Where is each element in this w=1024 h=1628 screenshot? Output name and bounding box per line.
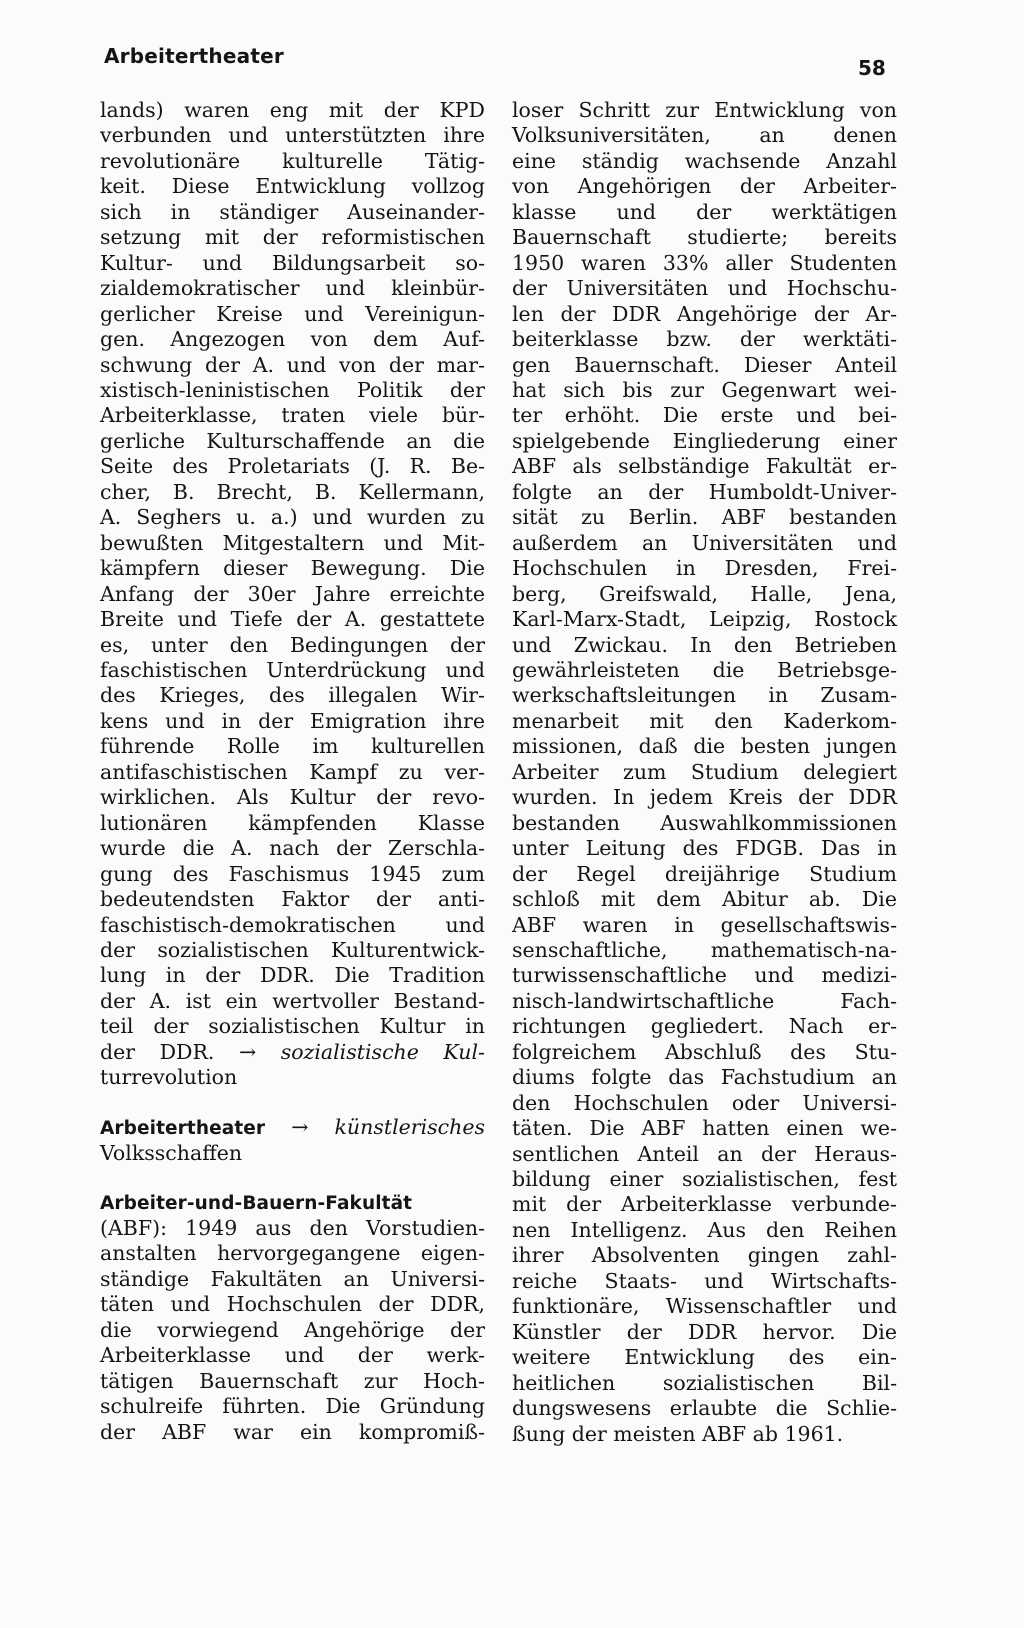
text-line: sentlichen Anteil an der Heraus- (512, 1141, 897, 1166)
text-line: turwissenschaftliche und medizi- (512, 963, 897, 988)
text-line: schwung der A. und von der mar- (100, 352, 485, 377)
text-line: senschaftliche, mathematisch-na- (512, 937, 897, 962)
entry-headword: Arbeitertheater (100, 1117, 266, 1139)
text-line: funktionäre, Wissenschaftler und (512, 1294, 897, 1319)
text-line: lands) waren eng mit der KPD (100, 98, 485, 122)
text-line: ßung der meisten ABF ab 1961. (512, 1421, 844, 1446)
text-line: Karl-Marx-Stadt, Leipzig, Rostock (512, 607, 897, 632)
text-line: kämpfern dieser Bewegung. Die (100, 556, 485, 581)
running-head: Arbeitertheater (104, 44, 284, 68)
text-line: Volksuniversitäten, an denen (512, 123, 897, 148)
text-line: schulreife führten. Die Gründung (100, 1394, 485, 1419)
cross-reference-target: sozialistische Kul- (280, 1039, 485, 1064)
text-line: keit. Diese Entwicklung vollzog (100, 174, 485, 199)
text-line: lung in der DDR. Die Tradition (100, 963, 485, 988)
text-line: spielgebende Eingliederung einer (512, 428, 897, 453)
text-line: berg, Greifswald, Halle, Jena, (512, 581, 897, 606)
text-line: ihrer Absolventen gingen zahl- (512, 1243, 897, 1268)
text-line: werkschaftsleitungen in Zusam- (512, 683, 897, 708)
text-line: der Regel dreijährige Studium (512, 861, 897, 886)
continued-article-text (100, 98, 485, 1040)
continued-entry-abf-text (512, 98, 897, 1447)
text-line: nen Intelligenz. Aus den Reihen (512, 1217, 897, 1242)
text-line: sität zu Berlin. ABF bestanden (512, 505, 897, 530)
text-line: Arbeiterklasse und der werk- (100, 1343, 485, 1368)
text-line: antifaschistischen Kampf zu ver- (100, 759, 485, 784)
right-column (512, 98, 897, 1447)
text-line: (ABF): 1949 aus den Vorstudien- (100, 1216, 485, 1241)
text-line: von Angehörigen der Arbeiter- (512, 174, 897, 199)
text-line: den Hochschulen oder Universi- (512, 1090, 897, 1115)
text-line: bestanden Auswahlkommissionen (512, 810, 897, 835)
text-line: wurde die A. nach der Zerschla- (100, 836, 485, 861)
text-line: loser Schritt zur Entwicklung von (512, 98, 897, 122)
text-line: hat sich bis zur Gegenwart wei- (512, 377, 897, 402)
text-line: unter Leitung des FDGB. Das in (512, 836, 897, 861)
text-line: Arbeiter zum Studium delegiert (512, 759, 897, 784)
text-line: Bauernschaft studierte; bereits (512, 225, 897, 250)
text-line: sich in ständiger Auseinander- (100, 199, 485, 224)
entry-arbeitertheater: Arbeitertheater → künstlerisches (100, 1114, 485, 1139)
text-line: len der DDR Angehörige der Ar- (512, 301, 897, 326)
text-line: beiterklasse bzw. der werktäti- (512, 327, 897, 352)
text-line: gewährleisteten die Betriebsge- (512, 657, 897, 682)
text-line: reiche Staats- und Wirtschafts- (512, 1268, 897, 1293)
text-line: der Universitäten und Hochschu- (512, 276, 897, 301)
text-line: verbunden und unterstützten ihre (100, 123, 485, 148)
text-line: bewußten Mitgestaltern und Mit- (100, 530, 485, 555)
text-line: der ABF war ein kompromiß- (100, 1419, 485, 1444)
text-line: diums folgte das Fachstudium an (512, 1065, 897, 1090)
text-line: Künstler der DDR hervor. Die (512, 1319, 897, 1344)
text-line: gerlicher Kreise und Vereinigun- (100, 301, 485, 326)
text-line: es, unter den Bedingungen der (100, 632, 485, 657)
text-line: mit der Arbeiterklasse verbunde- (512, 1192, 897, 1217)
text-line: Arbeiterklasse, traten viele bür- (100, 403, 485, 428)
text-line: A. Seghers u. a.) und wurden zu (100, 505, 485, 530)
text-line: folgreichem Abschluß des Stu- (512, 1039, 897, 1064)
text-line: führende Rolle im kulturellen (100, 734, 485, 759)
text-line: gerliche Kulturschaffende an die (100, 428, 485, 453)
text-line: klasse und der werktätigen (512, 199, 897, 224)
text-line: folgte an der Humboldt-Univer- (512, 479, 897, 504)
cross-reference-target: künstlerisches (334, 1114, 485, 1139)
text-line: heitlichen sozialistischen Bil- (512, 1370, 897, 1395)
text-line: außerdem an Universitäten und (512, 530, 897, 555)
text-line: ter erhöht. Die erste und bei- (512, 403, 897, 428)
text-line: und Zwickau. In den Betrieben (512, 632, 897, 657)
text-line: 1950 waren 33% aller Studenten (512, 250, 897, 275)
text-line: setzung mit der reformistischen (100, 225, 485, 250)
text-line: kens und in der Emigration ihre (100, 708, 485, 733)
text-line: Breite und Tiefe der A. gestattete (100, 607, 485, 632)
entry-abf-text (100, 1216, 485, 1445)
text-line: ABF als selbständige Fakultät er- (512, 454, 897, 479)
text-line: missionen, daß die besten jungen (512, 734, 897, 759)
text-line: bedeutendsten Faktor der anti- (100, 887, 485, 912)
text-line: zialdemokratischer und kleinbür- (100, 276, 485, 301)
cross-reference-target-end: turrevolution (100, 1065, 238, 1090)
text-line: lutionären kämpfenden Klasse (100, 810, 485, 835)
text-line: ständige Fakultäten an Universi- (100, 1266, 485, 1291)
text-line: ABF waren in gesellschaftswis- (512, 912, 897, 937)
text-line: Anfang der 30er Jahre erreichte (100, 581, 485, 606)
cross-reference-line: der DDR. → sozialistische Kul- (100, 1039, 485, 1064)
text-line: anstalten hervorgegangene eigen- (100, 1241, 485, 1266)
text-line: gen Bauernschaft. Dieser Anteil (512, 352, 897, 377)
text-line: richtungen gegliedert. Nach er- (512, 1014, 897, 1039)
text-line: eine ständig wachsende Anzahl (512, 148, 897, 173)
text-line: die vorwiegend Angehörige der (100, 1317, 485, 1342)
text-line: Kultur- und Bildungsarbeit so- (100, 250, 485, 275)
text-line: wirklichen. Als Kultur der revo- (100, 785, 485, 810)
cross-reference-target-end: Volksschaffen (100, 1141, 243, 1166)
entry-headword: Arbeiter-und-Bauern-Fakultät (100, 1192, 413, 1214)
text-line: revolutionäre kulturelle Tätig- (100, 148, 485, 173)
text-line: xistisch-leninistischen Politik der (100, 377, 485, 402)
text-line: gung des Faschismus 1945 zum (100, 861, 485, 886)
left-column (100, 98, 485, 1445)
text-line: bildung einer sozialistischen, fest (512, 1167, 897, 1192)
text-line: cher, B. Brecht, B. Kellermann, (100, 479, 485, 504)
text-line: dungswesens erlaubte die Schlie- (512, 1396, 897, 1421)
text-line: gen. Angezogen von dem Auf- (100, 327, 485, 352)
text-line: Hochschulen in Dresden, Frei- (512, 556, 897, 581)
text-line: täten und Hochschulen der DDR, (100, 1292, 485, 1317)
text-line: schloß mit dem Abitur ab. Die (512, 887, 897, 912)
text-line: der A. ist ein wertvoller Bestand- (100, 988, 485, 1013)
text-line: der sozialistischen Kulturentwick- (100, 937, 485, 962)
text-line: weitere Entwicklung des ein- (512, 1345, 897, 1370)
text-line: täten. Die ABF hatten einen we- (512, 1116, 897, 1141)
text-line: des Krieges, des illegalen Wir- (100, 683, 485, 708)
text-line: teil der sozialistischen Kultur in (100, 1014, 485, 1039)
text-line: tätigen Bauernschaft zur Hoch- (100, 1368, 485, 1393)
text-line: faschistisch-demokratischen und (100, 912, 485, 937)
text-line: Seite des Proletariats (J. R. Be- (100, 454, 485, 479)
page-number: 58 (858, 56, 886, 80)
text-line: faschistischen Unterdrückung und (100, 657, 485, 682)
text-line: nisch-landwirtschaftliche Fach- (512, 988, 897, 1013)
text-line: menarbeit mit den Kaderkom- (512, 708, 897, 733)
text-line: wurden. In jedem Kreis der DDR (512, 785, 897, 810)
